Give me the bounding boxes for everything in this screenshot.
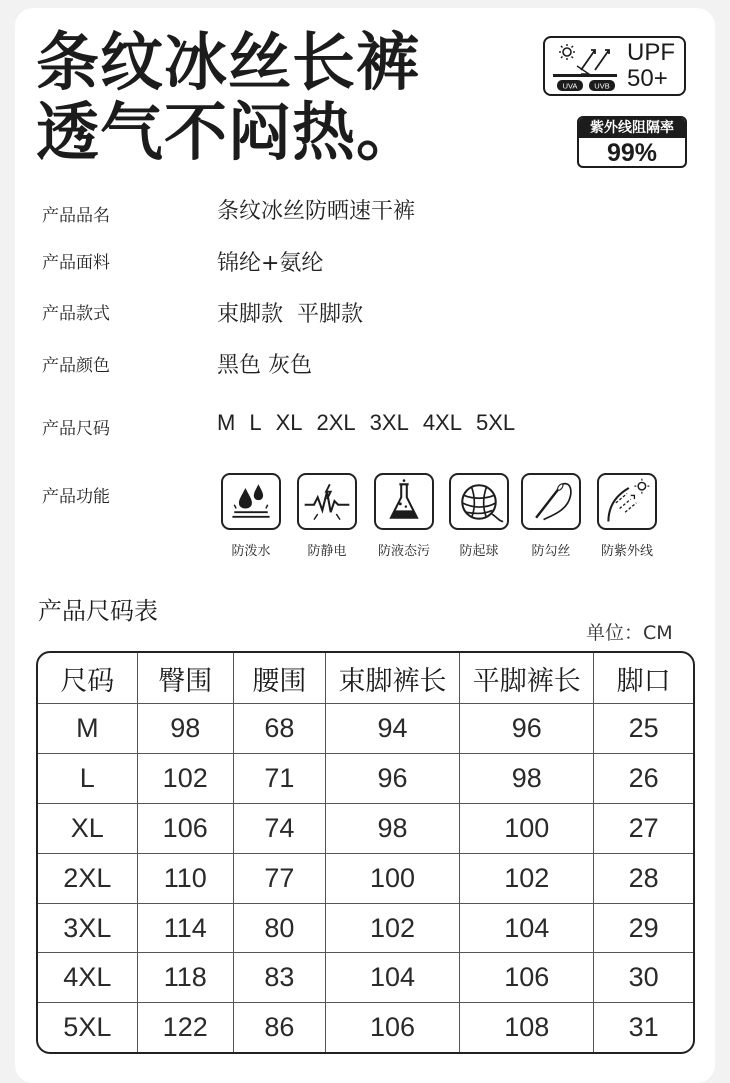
- function-anti-static: [294, 473, 360, 559]
- header-hem: 脚口: [594, 653, 693, 704]
- anti-uv-icon: [599, 475, 655, 528]
- function-anti-uv: [594, 473, 660, 559]
- table-cell: 108: [460, 1003, 594, 1052]
- function-water-repellent: [218, 473, 284, 559]
- size-chart-unit: 单位：CM: [586, 622, 673, 644]
- header-size: 尺码: [38, 653, 137, 704]
- name-label: 产品品名: [42, 206, 110, 226]
- size-label: 产品尺码: [42, 419, 110, 439]
- table-cell: 25: [594, 704, 693, 754]
- table-cell: 2XL: [38, 853, 137, 903]
- headline-line-1: 条纹冰丝长裤: [36, 26, 420, 99]
- function-label-5: 防紫外线: [600, 544, 653, 559]
- function-anti-liquid-stain: [371, 473, 437, 559]
- table-cell: 100: [460, 803, 594, 853]
- table-cell: 102: [460, 853, 594, 903]
- table-cell: 106: [460, 953, 594, 1003]
- uv-block-badge: [577, 116, 687, 168]
- anti-pilling-icon: [451, 475, 507, 528]
- table-cell: 27: [594, 803, 693, 853]
- function-anti-pilling: [446, 473, 512, 559]
- table-cell: 86: [233, 1003, 325, 1052]
- function-label-1: 防静电: [307, 544, 347, 559]
- table-cell: 80: [233, 903, 325, 953]
- table-cell: 98: [460, 753, 594, 803]
- table-cell: 71: [233, 753, 325, 803]
- table-cell: 98: [137, 704, 233, 754]
- uv-block-value: 99%: [606, 139, 658, 167]
- table-cell: 104: [325, 953, 459, 1003]
- table-cell: 26: [594, 753, 693, 803]
- function-label-2: 防液态污: [377, 544, 430, 559]
- size-l: L: [249, 410, 262, 435]
- table-cell: 5XL: [38, 1003, 137, 1052]
- table-cell: XL: [38, 803, 137, 853]
- table-cell: 110: [137, 853, 233, 903]
- table-cell: 118: [137, 953, 233, 1003]
- table-cell: 4XL: [38, 953, 137, 1003]
- function-label-0: 防泼水: [231, 544, 271, 559]
- table-cell: 100: [325, 853, 459, 903]
- table-cell: 106: [137, 803, 233, 853]
- header-hip: 臀围: [137, 653, 233, 704]
- function-anti-snag: [518, 473, 584, 559]
- table-cell: 96: [325, 753, 459, 803]
- upf-line-2: 50+: [627, 65, 668, 92]
- table-cell: 31: [594, 1003, 693, 1052]
- fabric-label: 产品面料: [42, 253, 110, 273]
- table-cell: 74: [233, 803, 325, 853]
- color-label: 产品颜色: [42, 356, 110, 376]
- function-label-3: 防起球: [459, 544, 499, 559]
- anti-liquid-stain-icon: [376, 475, 432, 528]
- table-row: [38, 1003, 693, 1052]
- table-row: [38, 704, 693, 754]
- table-row: [38, 953, 693, 1003]
- table-cell: M: [38, 704, 137, 754]
- table-cell: 102: [137, 753, 233, 803]
- uva-text: UVA: [562, 81, 578, 91]
- header-waist: 腰围: [233, 653, 325, 704]
- table-cell: 28: [594, 853, 693, 903]
- table-cell: 29: [594, 903, 693, 953]
- table-cell: 77: [233, 853, 325, 903]
- table-cell: 96: [460, 704, 594, 754]
- uv-block-label: 紫外线阻隔率: [579, 118, 685, 138]
- table-cell: L: [38, 753, 137, 803]
- table-cell: 114: [137, 903, 233, 953]
- size-3xl: 3XL: [369, 410, 409, 435]
- table-cell: 122: [137, 1003, 233, 1052]
- upf-text: [627, 40, 675, 92]
- size-xl: XL: [275, 410, 303, 435]
- upf-sun-icon: [551, 42, 621, 92]
- table-cell: 83: [233, 953, 325, 1003]
- headline: [36, 28, 420, 168]
- table-row: [38, 803, 693, 853]
- table-cell: 102: [325, 903, 459, 953]
- fabric-value: 锦纶+氨纶: [217, 251, 324, 276]
- table-cell: 68: [233, 704, 325, 754]
- table-row: [38, 753, 693, 803]
- table-row: [38, 903, 693, 953]
- color-value: 黑色 灰色: [217, 353, 312, 378]
- size-chart-title: 产品尺码表: [38, 597, 158, 625]
- table-cell: 94: [325, 704, 459, 754]
- table-cell: 106: [325, 1003, 459, 1052]
- table-cell: 104: [460, 903, 594, 953]
- table-row: [38, 853, 693, 903]
- function-label: 产品功能: [42, 487, 110, 507]
- style-value: 束脚款 平脚款: [217, 302, 363, 327]
- size-m: M: [217, 410, 236, 435]
- anti-snag-icon: [523, 475, 579, 528]
- size-list: [217, 410, 529, 436]
- uvb-text: UVB: [594, 81, 610, 91]
- size-4xl: 4XL: [422, 410, 462, 435]
- table-header-row: [38, 653, 693, 704]
- headline-line-2: 透气不闷热。: [36, 96, 420, 169]
- water-repellent-icon: [223, 475, 279, 528]
- header-straight-length: 平脚裤长: [460, 653, 594, 704]
- name-value: 条纹冰丝防晒速干裤: [217, 199, 416, 224]
- function-label-4: 防勾丝: [531, 544, 571, 559]
- table-cell: 3XL: [38, 903, 137, 953]
- style-label: 产品款式: [42, 304, 110, 324]
- anti-static-icon: [299, 475, 355, 528]
- table-cell: 98: [325, 803, 459, 853]
- size-5xl: 5XL: [475, 410, 516, 435]
- upf-line-1: UPF: [627, 39, 675, 66]
- size-table: [36, 651, 695, 1054]
- size-2xl: 2XL: [316, 410, 356, 435]
- table-cell: 30: [594, 953, 693, 1003]
- header-cuffed-length: 束脚裤长: [325, 653, 459, 704]
- upf-badge: [543, 36, 686, 96]
